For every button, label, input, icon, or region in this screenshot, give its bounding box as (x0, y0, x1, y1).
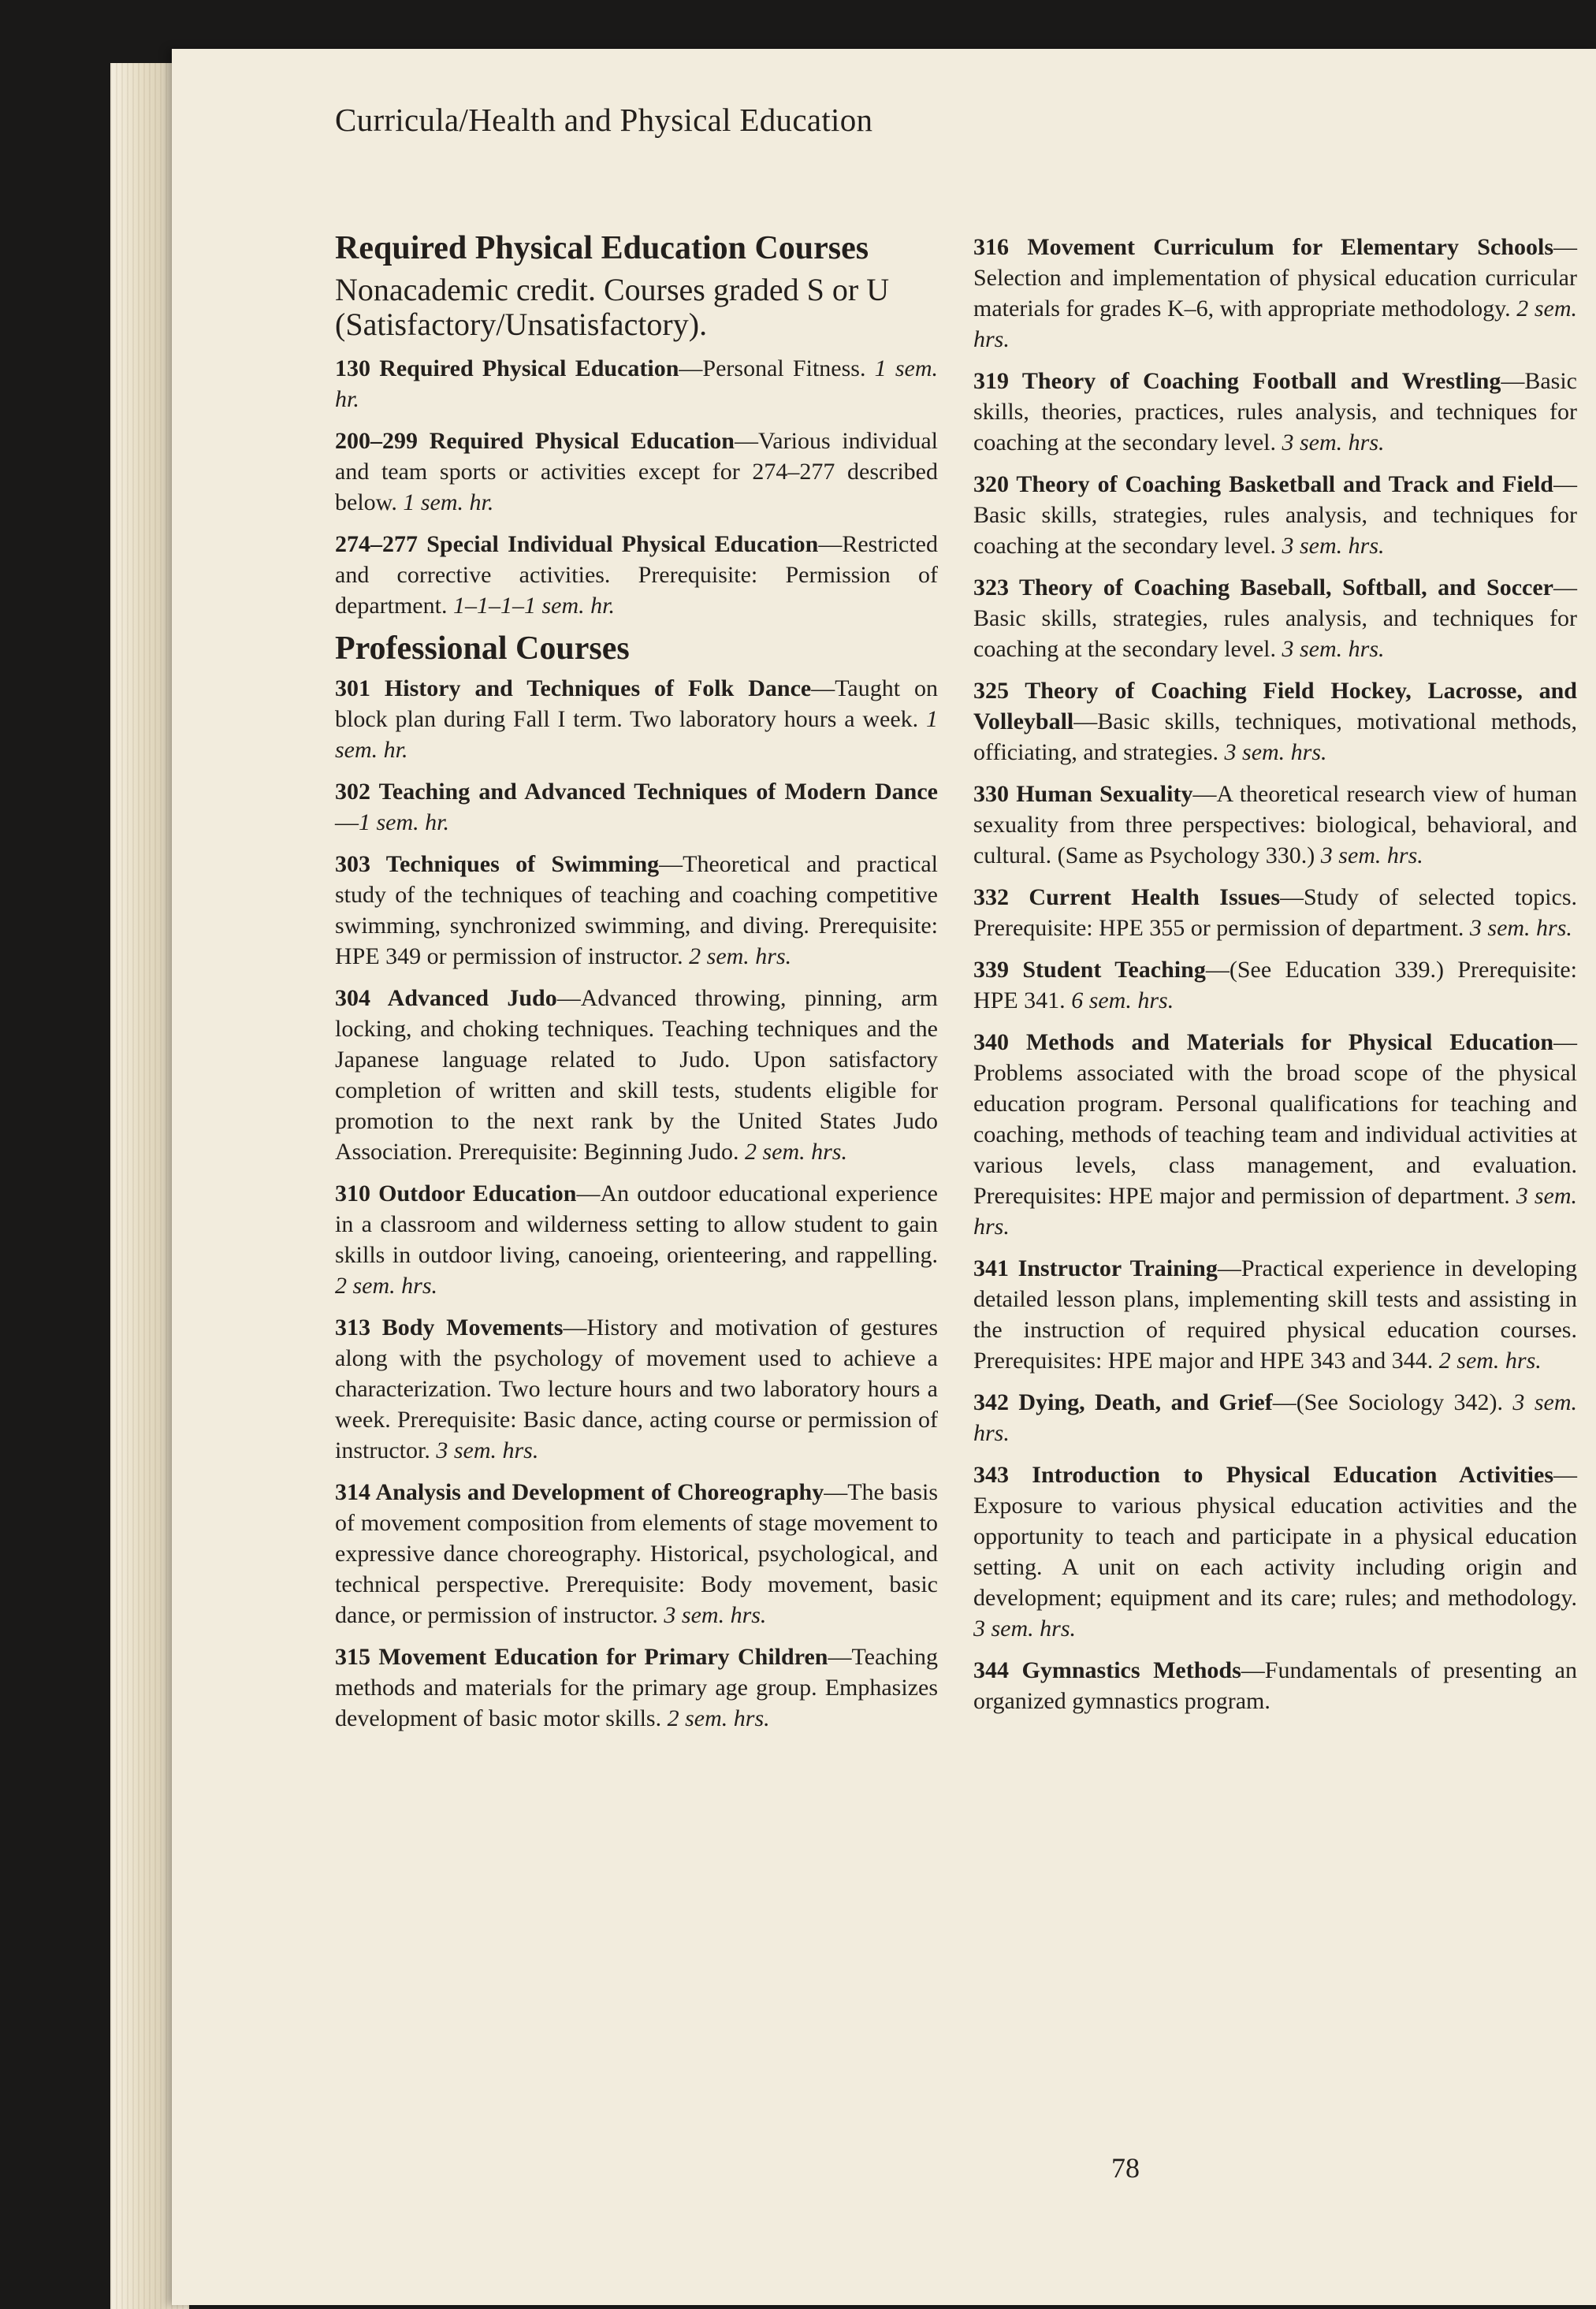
course-description: —A theoretical research view of human sexuality from three perspectives: biological, behavioral, and cultural. (Same as Psychology 330.) (973, 781, 1577, 868)
course-heading: 316 Movement Curriculum for Elementary Schools (973, 234, 1553, 260)
course-entry (973, 572, 1577, 664)
course-description: — (335, 809, 359, 835)
course-credit: 1 sem. hr. (335, 355, 939, 412)
course-credit: 3 sem. hrs. (664, 1602, 767, 1628)
course-credit: 2 sem. hrs. (973, 296, 1578, 352)
course-entry (335, 1312, 938, 1466)
course-entry (335, 983, 938, 1167)
course-heading: 130 Required Physical Education (335, 355, 679, 381)
course-description: —Advanced throwing, pinning, arm locking, and choking techniques. Teaching techniques and the Japanese language related to Judo. Upon satisfactory completion of written and skill tests, students eligible for promotion to the next rank by the United States Judo Association. Prerequisite: Beginning Judo. (335, 985, 938, 1165)
left-column (335, 232, 938, 1745)
course-credit: 1 sem. hr. (359, 809, 450, 835)
course-description: —Various individual and team sports or activities except for 274–277 described below. (335, 428, 938, 515)
course-description: —Teaching methods and materials for the primary age group. Emphasizes development of basic motor skills. (335, 1644, 938, 1731)
course-heading: 301 History and Techniques of Folk Dance (335, 675, 812, 701)
course-entry (973, 366, 1577, 458)
course-heading: 320 Theory of Coaching Basketball and Track and Field (973, 471, 1553, 497)
course-heading: 304 Advanced Judo (335, 985, 557, 1011)
course-credit: 1 sem. hr. (335, 706, 938, 763)
course-entry (335, 849, 938, 972)
course-description: —The basis of movement composition from elements of stage movement to expressive dance choreography. Historical, psychological, and technical perspective. Prerequisite: Body movement, basic dance, or permission of instructor. (335, 1479, 939, 1628)
course-credit: 2 sem. hrs. (1438, 1348, 1542, 1374)
course-entry (973, 1655, 1577, 1716)
course-credit: 3 sem. hrs. (973, 1616, 1077, 1642)
course-entry (973, 1253, 1577, 1376)
course-entry (335, 426, 938, 518)
course-credit: 3 sem. hrs. (973, 1183, 1578, 1240)
course-heading: 339 Student Teaching (973, 957, 1206, 983)
course-description: —Problems associated with the broad scope of the physical education program. Personal qualifications for teaching and coaching, methods of teaching team and individual activities at various levels, class management, and evaluation. Prerequisites: HPE major and permission of department. (973, 1029, 1577, 1209)
course-description: —Selection and implementation of physical education curricular materials for grades K–6, with appropriate methodology. (973, 234, 1577, 322)
course-credit: 1–1–1–1 sem. hr. (452, 593, 615, 619)
course-entry (973, 954, 1577, 1016)
course-credit: 3 sem. hrs. (1224, 739, 1327, 765)
running-head-bold: Curricula (335, 102, 459, 138)
course-heading: 323 Theory of Coaching Baseball, Softball, and Soccer (973, 574, 1553, 600)
course-credit: 3 sem. hrs. (1320, 842, 1423, 868)
course-credit: 2 sem. hrs. (689, 943, 792, 969)
course-credit: 3 sem. hrs. (973, 1389, 1577, 1446)
course-entry (973, 1027, 1577, 1242)
course-heading: 200–299 Required Physical Education (335, 428, 735, 454)
section-title-professional: Professional Courses (335, 630, 630, 667)
course-description: —Personal Fitness. (679, 355, 875, 381)
course-heading: 340 Methods and Materials for Physical Education (973, 1029, 1553, 1055)
course-credit: 1 sem. hr. (403, 489, 494, 515)
course-description: —(See Sociology 342). (1272, 1389, 1513, 1415)
section-title-required: Required Physical Education Courses (335, 230, 869, 266)
course-description: —Fundamentals of presenting an organized gymnastics program. (973, 1657, 1577, 1714)
course-description: —Theoretical and practical study of the techniques of teaching and coaching competitive swimming, synchronized swimming, and diving. Prerequisite: HPE 349 or permission of instructor. (335, 851, 938, 969)
course-heading: 310 Outdoor Education (335, 1181, 577, 1207)
course-heading: 342 Dying, Death, and Grief (973, 1389, 1273, 1415)
course-heading: 302 Teaching and Advanced Techniques of Modern Dance (335, 779, 938, 805)
course-description: —An outdoor educational experience in a classroom and wilderness setting to allow student to gain skills in outdoor living, canoeing, orienteering, and rappelling. (335, 1181, 938, 1268)
course-credit: 3 sem. hrs. (1282, 636, 1385, 662)
course-credit: 2 sem. hrs. (744, 1139, 847, 1165)
course-description: —Basic skills, theories, practices, rules analysis, and techniques for coaching at the secondary level. (973, 368, 1577, 455)
course-heading: 274–277 Special Individual Physical Education (335, 531, 819, 557)
running-head-rest: /Health and Physical Education (459, 102, 873, 138)
course-entry (335, 353, 938, 415)
course-entry (973, 1459, 1577, 1644)
course-entry (335, 776, 938, 838)
course-description: —(See Education 339.) Prerequisite: HPE 341. (973, 957, 1577, 1013)
course-entry (973, 779, 1577, 871)
course-entry (973, 882, 1577, 943)
course-heading: 313 Body Movements (335, 1314, 564, 1340)
course-entry (335, 673, 938, 765)
course-description: —Basic skills, strategies, rules analysis, and techniques for coaching at the secondary level. (973, 574, 1577, 662)
course-entry (335, 529, 938, 621)
course-heading: 315 Movement Education for Primary Children (335, 1644, 828, 1670)
catalog-page (172, 49, 1596, 2305)
course-credit: 3 sem. hrs. (436, 1437, 539, 1463)
course-description: —Taught on block plan during Fall I term. Two laboratory hours a week. (335, 675, 938, 732)
section-note-required: Nonacademic credit. Courses graded S or U (Satisfactory/Unsatisfactory). (335, 272, 890, 342)
course-description: —History and motivation of gestures along with the psychology of movement used to achieve a characterization. Two lecture hours and two laboratory hours a week. Prerequisite: Basic dance, acting course or permission of instructor. (335, 1314, 938, 1463)
right-column (973, 232, 1577, 1727)
course-heading: 344 Gymnastics Methods (973, 1657, 1241, 1683)
course-heading: 341 Instructor Training (973, 1255, 1218, 1281)
page-number: 78 (1111, 2152, 1140, 2184)
course-description: —Restricted and corrective activities. Prerequisite: Permission of department. (335, 531, 938, 619)
course-description: —Practical experience in developing detailed lesson plans, implementing skill tests and assisting in the instruction of required physical education courses. Prerequisites: HPE major and HPE 343 and 344. (973, 1255, 1577, 1374)
course-credit: 3 sem. hrs. (1469, 915, 1572, 941)
course-heading: 303 Techniques of Swimming (335, 851, 660, 877)
course-credit: 6 sem. hrs. (1071, 987, 1174, 1013)
course-heading: 343 Introduction to Physical Education Activities (973, 1462, 1553, 1488)
course-heading: 325 Theory of Coaching Field Hockey, Lacrosse, and Volleyball (973, 678, 1577, 734)
course-entry (335, 1642, 938, 1734)
course-heading: 330 Human Sexuality (973, 781, 1193, 807)
course-entry (335, 1477, 938, 1630)
course-entry (973, 469, 1577, 561)
course-credit: 2 sem. hrs. (667, 1705, 770, 1731)
course-entry (973, 1387, 1577, 1448)
course-credit: 2 sem. hrs. (335, 1273, 438, 1299)
course-description: —Exposure to various physical education activities and the opportunity to teach and participate in a physical education setting. A unit on each activity including origin and development; equipment and its care; rules; and methodology. (973, 1462, 1577, 1611)
course-credit: 3 sem. hrs. (1282, 533, 1385, 559)
course-description: —Study of selected topics. Prerequisite: HPE 355 or permission of department. (973, 884, 1577, 941)
course-entry (973, 232, 1577, 355)
course-heading: 319 Theory of Coaching Football and Wrestling (973, 368, 1501, 394)
course-entry (973, 675, 1577, 768)
course-heading: 332 Current Health Issues (973, 884, 1280, 910)
course-description: —Basic skills, techniques, motivational methods, officiating, and strategies. (973, 708, 1577, 765)
course-heading: 314 Analysis and Development of Choreography (335, 1479, 824, 1505)
running-head (335, 101, 872, 139)
course-entry (335, 1178, 938, 1301)
course-credit: 3 sem. hrs. (1282, 429, 1385, 455)
course-description: —Basic skills, strategies, rules analysis, and techniques for coaching at the secondary level. (973, 471, 1577, 559)
